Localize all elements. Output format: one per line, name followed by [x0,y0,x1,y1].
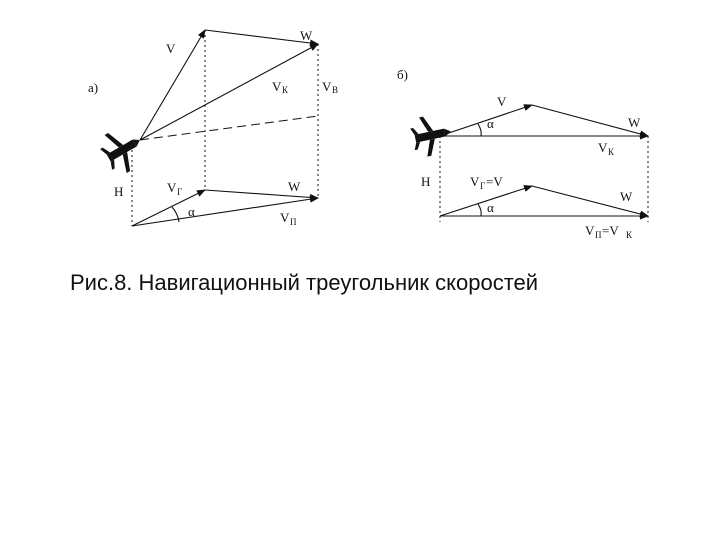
panel-b [397,67,648,240]
panel-b-label: б) [397,67,408,82]
label-vk-b: V [598,140,608,155]
angle-arc-b-top [478,124,481,136]
dashed-line-a [140,116,318,140]
label-vg-eq-rest: =V [486,174,503,189]
airplane-icon [95,121,151,179]
label-vp-eq-mid: =V [602,223,619,238]
label-vp-eq: V [585,223,595,238]
label-w-bottom: W [288,179,301,194]
label-alpha-a: α [188,204,195,219]
label-vg-eq-sub: Г [480,181,486,191]
label-w-top: W [300,28,313,43]
label-vv-sub: В [332,85,339,95]
label-vp-eq-sub: П [595,230,602,240]
vector-w-bottom [205,190,318,198]
label-vg-eq: V [470,174,480,189]
label-vp-eq-sub2: К [626,230,633,240]
figure-caption: Рис.8. Навигационный треугольник скоростей [70,270,539,295]
vector-vg-b [440,186,532,216]
label-w-top-b: W [628,115,641,130]
vector-vk [140,44,318,140]
airplane-icon [408,112,454,159]
label-h-b: Н [421,174,431,189]
label-vk: V [272,79,282,94]
label-h: Н [114,184,124,199]
label-alpha-b-top: α [487,116,494,131]
label-vg-sub: Г [177,187,183,197]
panel-a-label: а) [88,80,99,95]
label-vp: V [280,210,290,225]
label-alpha-b-bottom: α [487,200,494,215]
angle-arc-b-bottom [478,204,481,216]
label-vk-b-sub: К [608,147,615,157]
label-vg: V [167,180,177,195]
panel-a [88,28,338,227]
label-v-b: V [497,94,507,109]
label-v: V [166,41,176,56]
label-vp-sub: П [290,217,297,227]
label-vk-sub: К [282,85,289,95]
label-vv: V [322,79,332,94]
label-w-bottom-b: W [620,189,633,204]
vector-v-b [440,105,532,136]
